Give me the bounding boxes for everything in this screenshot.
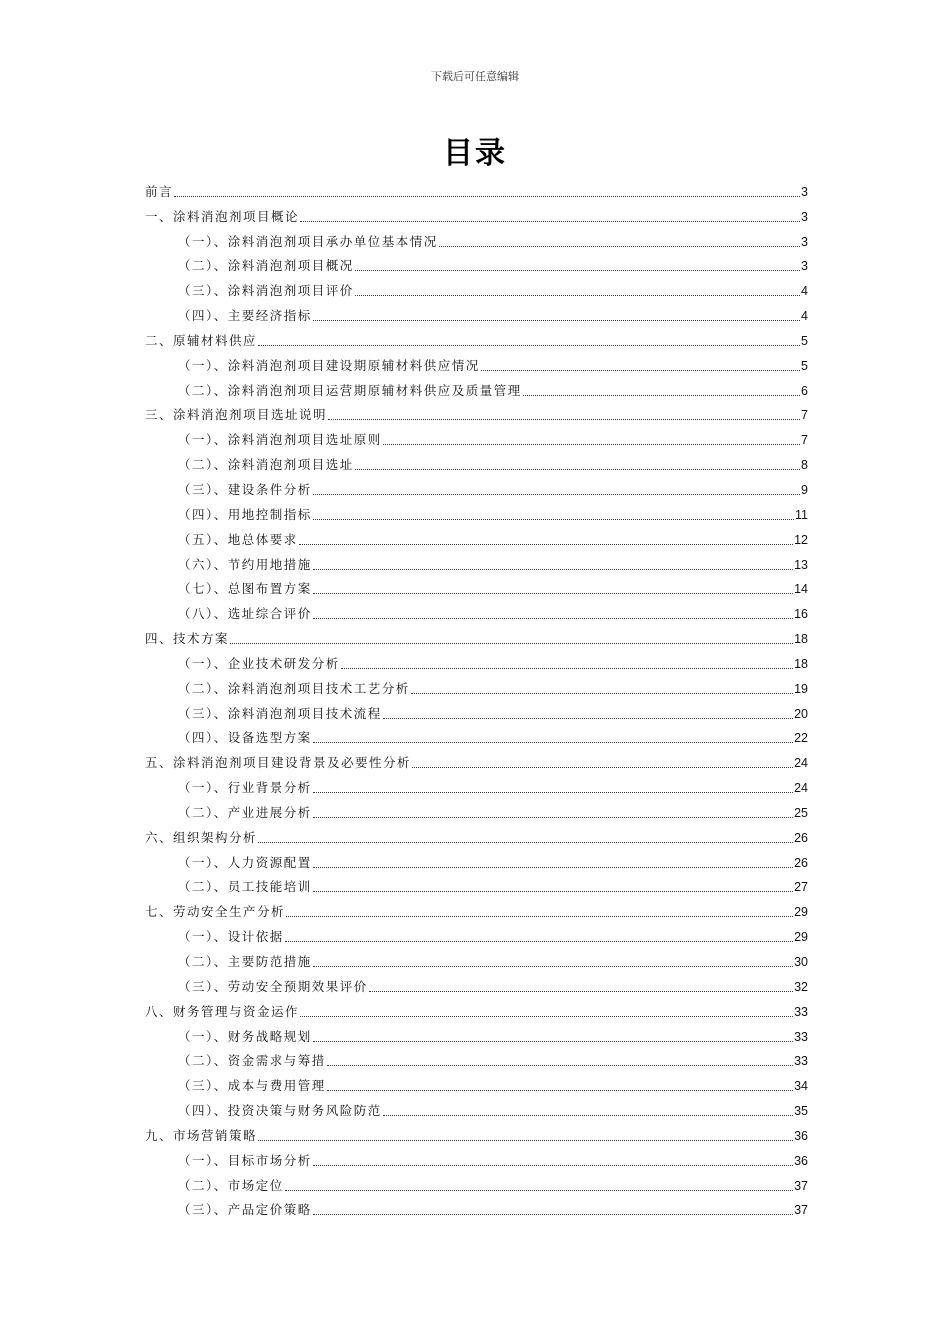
toc-dot-leader: [313, 494, 800, 495]
toc-entry[interactable]: [145, 920, 808, 945]
toc-entry[interactable]: [145, 473, 808, 498]
toc-entry-title: 前言: [145, 183, 174, 199]
toc-dot-leader: [313, 792, 793, 793]
toc-entry-title: 六、组织架构分析: [145, 829, 258, 845]
toc-page-number: 3: [801, 209, 808, 224]
toc-page-number: 32: [794, 979, 808, 994]
toc-entry[interactable]: [145, 995, 808, 1020]
toc-page-number: 33: [794, 1029, 808, 1044]
toc-page-number: 11: [795, 507, 808, 522]
toc-entry[interactable]: [145, 846, 808, 871]
toc-page-number: 37: [794, 1178, 808, 1193]
toc-entry[interactable]: [145, 299, 808, 324]
toc-entry-title: 三、涂料消泡剂项目选址说明: [145, 407, 328, 423]
toc-entry-title: （四）、投资决策与财务风险防范: [178, 1103, 382, 1119]
toc-page-number: 3: [801, 234, 808, 249]
toc-entry[interactable]: [145, 573, 808, 598]
toc-page-number: 16: [794, 607, 808, 622]
toc-dot-leader: [383, 718, 793, 719]
toc-entry[interactable]: [145, 225, 808, 250]
toc-entry-title: （二）、涂料消泡剂项目技术工艺分析: [178, 680, 410, 696]
toc-page-number: 27: [794, 880, 808, 895]
toc-dot-leader: [313, 1165, 793, 1166]
toc-dot-leader: [313, 320, 800, 321]
toc-entry-title: （二）、资金需求与筹措: [178, 1053, 326, 1069]
toc-page-number: 8: [801, 458, 808, 473]
toc-entry-title: （四）、主要经济指标: [178, 308, 312, 324]
toc-page-number: 29: [794, 905, 808, 920]
toc-page-number: 13: [794, 557, 808, 572]
toc-entry[interactable]: [145, 1169, 808, 1194]
toc-dot-leader: [313, 1041, 793, 1042]
toc-entry[interactable]: [145, 250, 808, 275]
toc-page-number: 36: [794, 1128, 808, 1143]
toc-entry-title: 九、市场营销策略: [145, 1127, 258, 1143]
toc-dot-leader: [313, 867, 793, 868]
toc-page-number: 24: [794, 756, 808, 771]
toc-dot-leader: [355, 469, 800, 470]
toc-entry-title: （七）、总图布置方案: [178, 581, 312, 597]
toc-dot-leader: [286, 916, 793, 917]
page-header: 下载后可任意编辑: [431, 70, 519, 83]
toc-entry-title: （二）、涂料消泡剂项目概况: [178, 258, 354, 274]
toc-entry-title: （二）、员工技能培训: [178, 879, 312, 895]
toc-entry-title: （三）、成本与费用管理: [178, 1078, 326, 1094]
toc-dot-leader: [523, 395, 800, 396]
toc-dot-leader: [258, 842, 793, 843]
toc-dot-leader: [300, 1016, 793, 1017]
toc-dot-leader: [327, 1090, 793, 1091]
toc-entry[interactable]: [145, 796, 808, 821]
toc-entry[interactable]: [145, 175, 808, 200]
toc-page-number: 18: [794, 632, 808, 647]
toc-dot-leader: [258, 345, 800, 346]
toc-dot-leader: [383, 444, 800, 445]
toc-entry-title: （一）、涂料消泡剂项目选址原则: [178, 432, 382, 448]
toc-entry[interactable]: [145, 746, 808, 771]
toc-entry-title: （三）、涂料消泡剂项目评价: [178, 283, 354, 299]
toc-page-number: 36: [794, 1153, 808, 1168]
toc-dot-leader: [313, 891, 793, 892]
toc-dot-leader: [313, 618, 793, 619]
toc-entry-title: （一）、企业技术研发分析: [178, 655, 340, 671]
toc-dot-leader: [313, 593, 793, 594]
table-of-contents: [145, 175, 808, 1218]
toc-page-number: 4: [801, 309, 808, 324]
toc-page-number: 26: [794, 855, 808, 870]
toc-dot-leader: [327, 1065, 793, 1066]
toc-entry-title: （一）、行业背景分析: [178, 780, 312, 796]
toc-page-number: 4: [801, 284, 808, 299]
toc-entry[interactable]: [145, 1144, 808, 1169]
toc-entry-title: （一）、人力资源配置: [178, 854, 312, 870]
toc-page-number: 14: [794, 582, 808, 597]
toc-entry[interactable]: [145, 200, 808, 225]
toc-page-number: 30: [794, 955, 808, 969]
toc-dot-leader: [313, 569, 793, 570]
toc-page-number: 22: [794, 731, 808, 746]
toc-dot-leader: [412, 767, 793, 768]
toc-entry-title: 七、劳动安全生产分析: [145, 904, 286, 920]
toc-entry-title: （三）、涂料消泡剂项目技术流程: [178, 705, 382, 721]
toc-page-number: 7: [801, 433, 808, 448]
toc-entry[interactable]: [145, 349, 808, 374]
toc-page-number: 24: [794, 781, 808, 796]
toc-page-number: 18: [794, 656, 808, 671]
toc-entry[interactable]: [145, 821, 808, 846]
toc-entry[interactable]: [145, 274, 808, 299]
toc-entry[interactable]: [145, 498, 808, 523]
toc-dot-leader: [313, 1214, 793, 1215]
toc-entry[interactable]: [145, 548, 808, 573]
toc-dot-leader: [300, 221, 800, 222]
toc-dot-leader: [328, 419, 800, 420]
toc-page-number: 33: [794, 1054, 808, 1069]
toc-entry[interactable]: [145, 1045, 808, 1070]
toc-dot-leader: [299, 544, 793, 545]
toc-dot-leader: [341, 668, 793, 669]
toc-entry[interactable]: [145, 895, 808, 920]
toc-entry-title: （一）、设计依据: [178, 929, 284, 945]
toc-page-number: 7: [801, 408, 808, 423]
toc-page-number: 12: [794, 532, 808, 547]
toc-entry-title: （二）、主要防范措施: [178, 954, 312, 969]
toc-entry[interactable]: [145, 771, 808, 796]
toc-page-number: 35: [794, 1104, 808, 1119]
toc-entry[interactable]: [145, 970, 808, 995]
toc-dot-leader: [439, 246, 800, 247]
toc-dot-leader: [355, 270, 800, 271]
toc-entry[interactable]: [145, 1119, 808, 1144]
toc-page-number: 6: [801, 383, 808, 398]
toc-entry-title: （三）、产品定价策略: [178, 1202, 312, 1218]
toc-entry-title: （二）、涂料消泡剂项目运营期原辅材料供应及质量管理: [178, 382, 522, 398]
toc-entry-title: （八）、选址综合评价: [178, 606, 312, 622]
toc-page-number: 34: [794, 1079, 808, 1094]
toc-page-number: 33: [794, 1004, 808, 1019]
toc-entry-title: （二）、市场定位: [178, 1177, 284, 1193]
toc-page-number: 29: [794, 930, 808, 945]
toc-entry[interactable]: [145, 448, 808, 473]
toc-dot-leader: [230, 643, 793, 644]
toc-entry[interactable]: [145, 1069, 808, 1094]
toc-page-number: 26: [794, 830, 808, 845]
toc-entry[interactable]: [145, 871, 808, 896]
toc-entry[interactable]: [145, 945, 808, 970]
toc-page-number: 5: [801, 358, 808, 373]
toc-dot-leader: [285, 941, 793, 942]
toc-entry-title: 四、技术方案: [145, 631, 230, 647]
toc-page-number: 3: [801, 184, 808, 199]
toc-dot-leader: [383, 1115, 793, 1116]
toc-entry[interactable]: [145, 672, 808, 697]
toc-entry-title: （二）、产业进展分析: [178, 804, 312, 820]
toc-entry-title: （五）、地总体要求: [178, 531, 298, 547]
toc-dot-leader: [481, 370, 800, 371]
toc-entry-title: （四）、用地控制指标: [178, 506, 312, 522]
toc-page-number: 25: [794, 805, 808, 820]
toc-page-number: 19: [794, 681, 808, 696]
toc-entry[interactable]: [145, 622, 808, 647]
toc-dot-leader: [369, 991, 793, 992]
toc-entry[interactable]: [145, 1194, 808, 1219]
toc-page-number: 37: [794, 1203, 808, 1218]
toc-dot-leader: [313, 817, 793, 818]
toc-entry-title: （四）、设备选型方案: [178, 730, 312, 746]
toc-entry[interactable]: [145, 374, 808, 399]
toc-dot-leader: [313, 519, 794, 520]
toc-entry[interactable]: [145, 1094, 808, 1119]
toc-entry[interactable]: [145, 697, 808, 722]
toc-entry-title: （一）、涂料消泡剂项目承办单位基本情况: [178, 233, 438, 249]
toc-entry[interactable]: [145, 423, 808, 448]
toc-dot-leader: [411, 693, 793, 694]
toc-entry[interactable]: [145, 324, 808, 349]
toc-dot-leader: [174, 196, 800, 197]
toc-entry[interactable]: [145, 523, 808, 548]
toc-entry-title: 二、原辅材料供应: [145, 332, 258, 348]
page-title: 目录: [443, 136, 507, 171]
toc-entry-title: （一）、财务战略规划: [178, 1028, 312, 1044]
toc-entry-title: （二）、涂料消泡剂项目选址: [178, 457, 354, 473]
toc-entry-title: （一）、目标市场分析: [178, 1152, 312, 1168]
toc-entry[interactable]: [145, 399, 808, 424]
toc-dot-leader: [355, 295, 800, 296]
toc-dot-leader: [313, 742, 793, 743]
toc-page-number: 5: [801, 333, 808, 348]
toc-entry[interactable]: [145, 1020, 808, 1045]
toc-dot-leader: [313, 966, 793, 967]
toc-page-number: 3: [801, 259, 808, 274]
toc-page-number: 9: [801, 482, 808, 497]
toc-entry-title: （三）、劳动安全预期效果评价: [178, 978, 368, 994]
toc-entry[interactable]: [145, 597, 808, 622]
toc-entry-title: 一、涂料消泡剂项目概论: [145, 208, 300, 224]
toc-entry[interactable]: [145, 722, 808, 747]
toc-entry-title: 五、涂料消泡剂项目建设背景及必要性分析: [145, 755, 412, 771]
toc-entry-title: 八、财务管理与资金运作: [145, 1003, 300, 1019]
toc-page-number: 20: [794, 706, 808, 721]
toc-entry-title: （六）、节约用地措施: [178, 556, 312, 572]
toc-dot-leader: [258, 1140, 793, 1141]
toc-entry-title: （三）、建设条件分析: [178, 481, 312, 497]
toc-entry-title: （一）、涂料消泡剂项目建设期原辅材料供应情况: [178, 357, 480, 373]
toc-dot-leader: [285, 1190, 793, 1191]
toc-entry[interactable]: [145, 647, 808, 672]
